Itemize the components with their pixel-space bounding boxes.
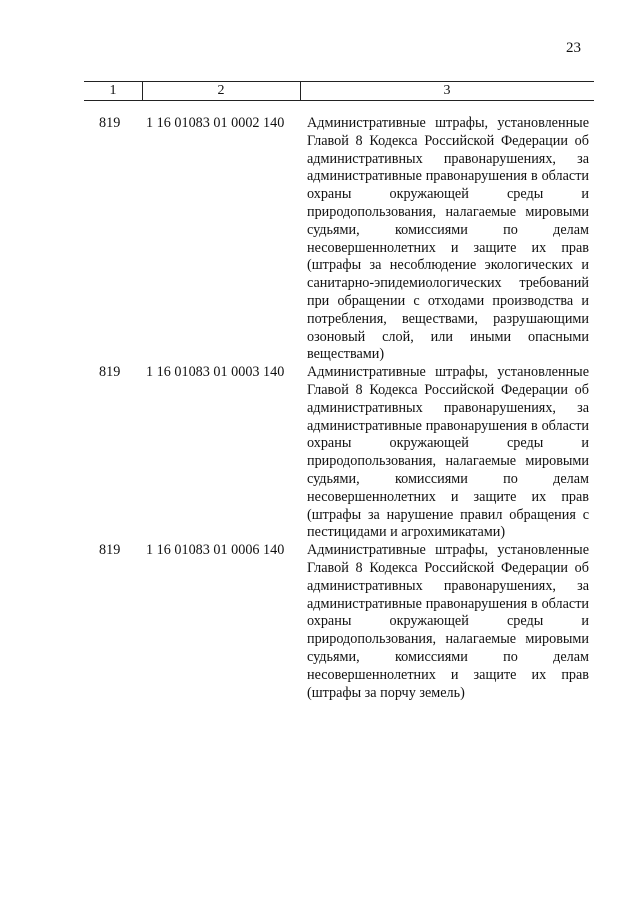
budget-code: 1 16 01083 01 0003 140	[146, 364, 285, 381]
table-row	[84, 115, 594, 364]
admin-code: 819	[99, 542, 121, 559]
header-col-1: 1	[109, 83, 117, 98]
table-row	[84, 542, 594, 702]
header-col-3: 3	[443, 83, 451, 98]
table-row	[84, 364, 594, 542]
fine-description: Административные штрафы, установленные Главой 8 Кодекса Российской Федерации об административных правонарушениях, за административные правонарушения в области охраны окружающей среды и природопользования, налагаемые мировыми судьями, комиссиями по делам несовершеннолетних и защите их прав (штрафы за порчу земель)	[307, 542, 589, 701]
fine-description: Административные штрафы, установленные Главой 8 Кодекса Российской Федерации об административных правонарушениях, за административные правонарушения в области охраны окружающей среды и природопользования, налагаемые мировыми судьями, комиссиями по делам несовершеннолетних и защите их прав (штрафы за несоблюдение экологических и санитарно-эпидемиологических требований при обращении с отходами производства и потребления, веществами, разрушающими озоновый слой, или иными опасными веществами)	[307, 115, 589, 363]
page-number: 23	[566, 40, 581, 56]
budget-code: 1 16 01083 01 0002 140	[146, 115, 285, 131]
table-header	[84, 81, 594, 101]
fines-table	[84, 81, 594, 702]
admin-code: 819	[99, 364, 121, 381]
budget-code: 1 16 01083 01 0006 140	[146, 542, 285, 559]
header-col-2: 2	[217, 83, 225, 98]
admin-code: 819	[99, 115, 121, 131]
fine-description: Административные штрафы, установленные Главой 8 Кодекса Российской Федерации об административных правонарушениях, за административные правонарушения в области охраны окружающей среды и природопользования, налагаемые мировыми судьями, комиссиями по делам несовершеннолетних и защите их прав (штрафы за нарушение правил обращения с пестицидами и агрохимикатами)	[307, 364, 589, 541]
